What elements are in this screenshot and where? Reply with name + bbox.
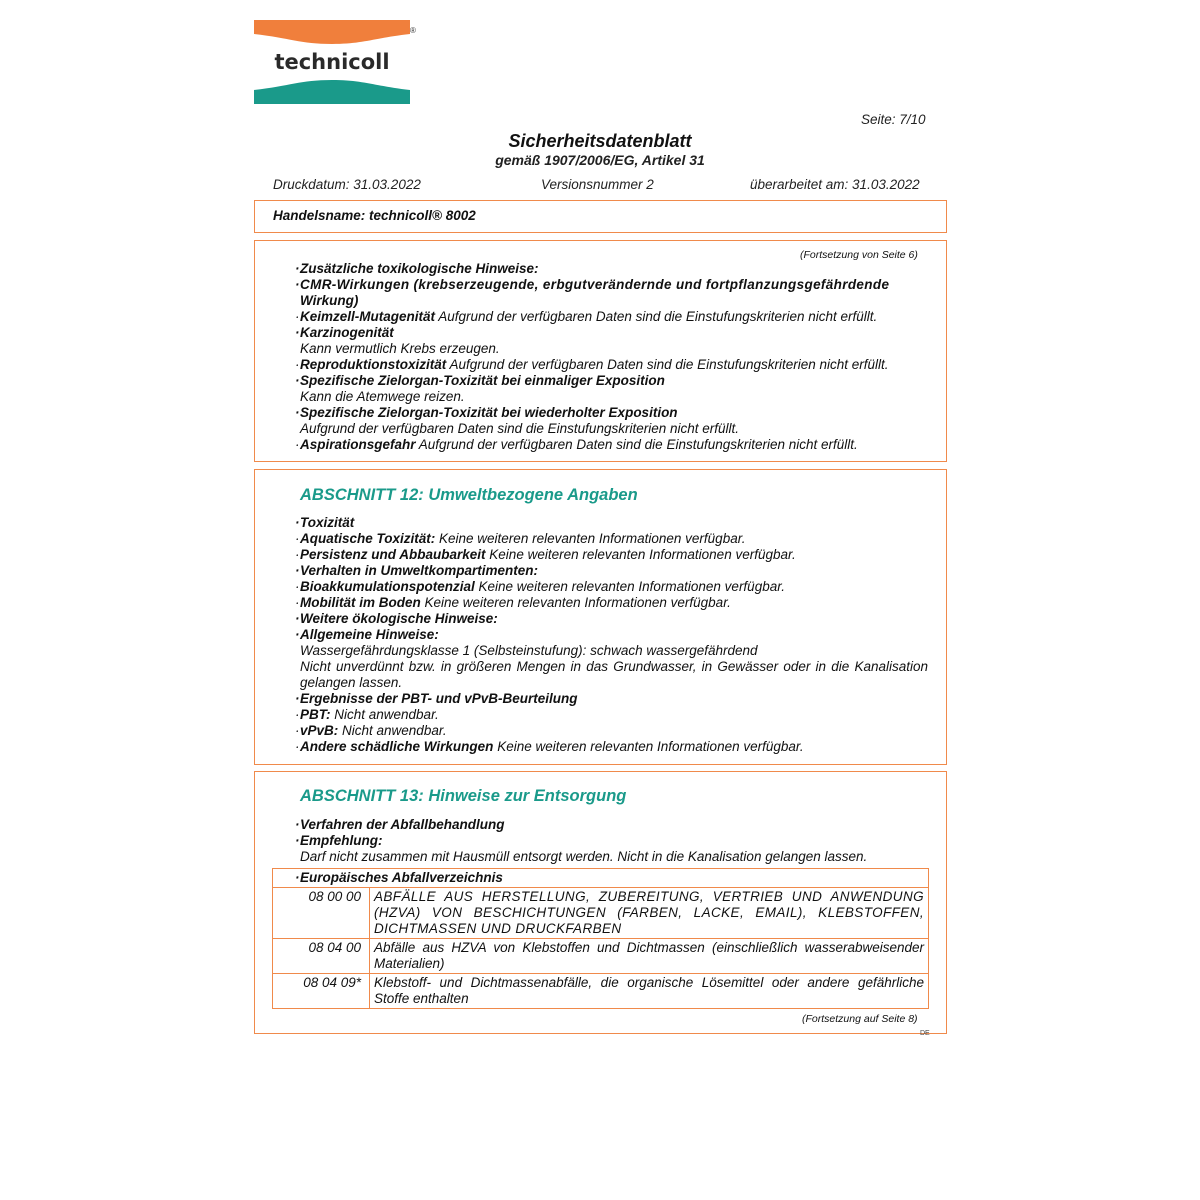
logo-graphic (254, 20, 410, 104)
print-date: Druckdatum: 31.03.2022 (273, 177, 421, 192)
eco-bioaccumulation-text: Keine weiteren relevanten Informationen verfügbar. (474, 579, 785, 594)
waste-description: Abfälle aus HZVA von Klebstoffen und Dichtmassen (einschließlich wasserabweisender Materialien) (370, 939, 929, 974)
eco-persistence (300, 547, 928, 563)
language-code: DE (920, 1030, 930, 1037)
revision-date: überarbeitet am: 31.03.2022 (750, 177, 920, 192)
section-12-title: ABSCHNITT 12: Umweltbezogene Angaben (300, 486, 638, 504)
tox-stot-repeated: · Spezifische Zielorgan-Toxizität bei wiederholter Exposition (300, 405, 889, 421)
tox-reproduction-label: Reproduktionstoxizität (300, 357, 447, 372)
waste-code: 08 04 00 (273, 939, 370, 974)
eco-aquatic-text: Keine weiteren relevanten Informationen verfügbar. (435, 531, 746, 546)
section-12-list (300, 515, 928, 755)
table-row (273, 888, 929, 939)
eco-mobility-label: Mobilität im Boden (300, 595, 421, 610)
tox-carcinogenicity-text: Kann vermutlich Krebs erzeugen. (300, 341, 500, 356)
eco-other-effects (300, 739, 928, 755)
tox-stot-single: · Spezifische Zielorgan-Toxizität bei einmaliger Exposition (300, 373, 889, 389)
eco-pbt-results: · Ergebnisse der PBT- und vPvB-Beurteilung (300, 691, 928, 707)
tox-aspiration-text: Aufgrund der verfügbaren Daten sind die Einstufungskriterien nicht erfüllt. (415, 437, 858, 452)
document-title: Sicherheitsdatenblatt (508, 131, 692, 151)
waste-table-header (273, 869, 929, 888)
waste-table-header-label: · Europäisches Abfallverzeichnis (300, 870, 503, 885)
section-13-list (300, 817, 867, 865)
eco-toxicity: · Toxizität (300, 515, 928, 531)
section-13-title: ABSCHNITT 13: Hinweise zur Entsorgung (300, 787, 627, 805)
continued-from: (Fortsetzung von Seite 6) (800, 249, 918, 261)
eco-vpvb (300, 723, 928, 739)
eco-pbt-text: Nicht anwendbar. (330, 707, 439, 722)
waste-catalogue-table (272, 868, 929, 1009)
tox-additional-heading: · Zusätzliche toxikologische Hinweise: (300, 261, 889, 277)
eco-vpvb-text: Nicht anwendbar. (338, 723, 447, 738)
eco-behaviour: · Verhalten in Umweltkompartimenten: (300, 563, 928, 579)
toxicology-list (300, 261, 889, 453)
tox-reproduction-text: Aufgrund der verfügbaren Daten sind die Einstufungskriterien nicht erfüllt. (446, 357, 889, 372)
disposal-recommendation-text: Darf nicht zusammen mit Hausmüll entsorgt werden. Nicht in die Kanalisation gelangen lassen. (300, 849, 868, 864)
disposal-methods: · Verfahren der Abfallbehandlung (300, 817, 867, 833)
eco-pbt-label: PBT: (300, 707, 331, 722)
tox-reproduction (300, 357, 889, 373)
eco-persistence-label: Persistenz und Abbaubarkeit (300, 547, 486, 562)
eco-vpvb-label: vPvB: (300, 723, 339, 738)
disposal-recommendation: · Empfehlung: (300, 833, 867, 849)
trade-name: Handelsname: technicoll® 8002 (273, 208, 476, 223)
eco-mobility (300, 595, 928, 611)
tox-germ-cell-label: Keimzell-Mutagenität (300, 309, 436, 324)
waste-description: Klebstoff- und Dichtmassenabfälle, die organische Lösemittel oder andere gefährliche Stoffe enthalten (370, 974, 929, 1009)
registered-mark: ® (410, 26, 416, 35)
eco-further-notes: · Weitere ökologische Hinweise: (300, 611, 928, 627)
tox-cmr-heading-cont: Wirkung) (300, 293, 359, 308)
tox-germ-cell (300, 309, 889, 325)
logo-text: technicoll (274, 50, 390, 74)
eco-mobility-text: Keine weiteren relevanten Informationen verfügbar. (420, 595, 731, 610)
eco-bioaccumulation (300, 579, 928, 595)
tox-aspiration-label: Aspirationsgefahr (300, 437, 416, 452)
eco-other-effects-text: Keine weiteren relevanten Informationen verfügbar. (493, 739, 804, 754)
version-number: Versionsnummer 2 (541, 177, 654, 192)
eco-general-notes: · Allgemeine Hinweise: (300, 627, 928, 643)
eco-disposal-warning: Nicht unverdünnt bzw. in größeren Mengen in das Grundwasser, in Gewässer oder in die Kanalisation gelangen lassen. (300, 659, 928, 690)
waste-description: ABFÄLLE AUS HERSTELLUNG, ZUBEREITUNG, VERTRIEB UND ANWENDUNG (HZVA) VON BESCHICHTUNGEN (FARBEN, LACKE, EMAIL), KLEBSTOFFEN, DICHTMASSEN UND DRUCKFARBEN (370, 888, 929, 939)
tox-stot-single-text: Kann die Atemwege reizen. (300, 389, 465, 404)
technicoll-logo (254, 20, 410, 104)
eco-aquatic-label: Aquatische Toxizität: (300, 531, 436, 546)
eco-other-effects-label: Andere schädliche Wirkungen (300, 739, 494, 754)
waste-code: 08 00 00 (273, 888, 370, 939)
document-subtitle: gemäß 1907/2006/EG, Artikel 31 (495, 152, 705, 168)
continued-on: (Fortsetzung auf Seite 8) (802, 1013, 918, 1025)
table-row (273, 939, 929, 974)
eco-aquatic (300, 531, 928, 547)
waste-table-header-row (273, 869, 929, 888)
tox-germ-cell-text: Aufgrund der verfügbaren Daten sind die Einstufungskriterien nicht erfüllt. (435, 309, 878, 324)
tox-stot-repeated-text: Aufgrund der verfügbaren Daten sind die Einstufungskriterien nicht erfüllt. (300, 421, 740, 436)
eco-water-hazard-class: Wassergefährdungsklasse 1 (Selbsteinstufung): schwach wassergefährdend (300, 643, 758, 658)
eco-pbt (300, 707, 928, 723)
table-row (273, 974, 929, 1009)
tox-cmr-heading: · CMR-Wirkungen (krebserzeugende, erbgutverändernde und fortpflanzungsgefährdende (300, 277, 889, 293)
page-number: Seite: 7/10 (861, 112, 926, 127)
waste-code: 08 04 09* (273, 974, 370, 1009)
eco-persistence-text: Keine weiteren relevanten Informationen verfügbar. (485, 547, 796, 562)
tox-carcinogenicity: · Karzinogenität (300, 325, 889, 341)
tox-aspiration (300, 437, 889, 453)
eco-bioaccumulation-label: Bioakkumulationspotenzial (300, 579, 475, 594)
